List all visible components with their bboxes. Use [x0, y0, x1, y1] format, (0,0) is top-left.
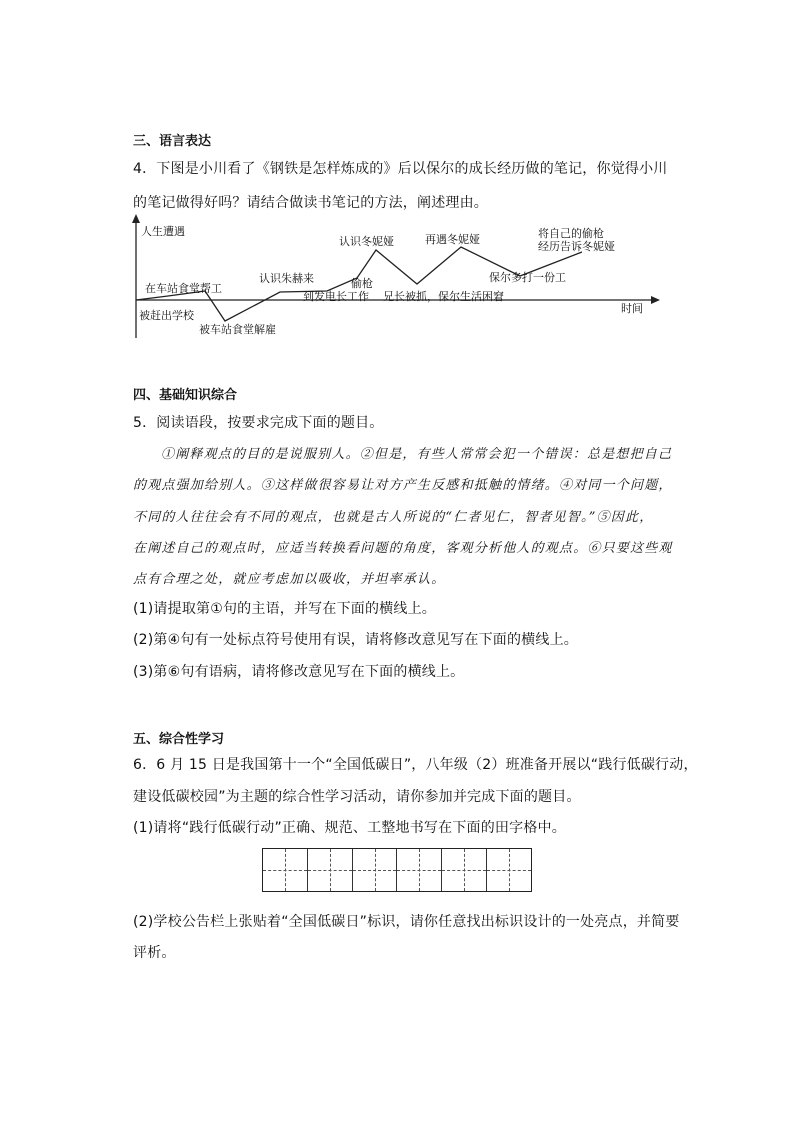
x-axis-label: 时间 [621, 302, 643, 315]
question-5-sub2: (2)第④句有一处标点符号使用有误，请将修改意见写在下面的横线上。 [133, 632, 578, 648]
question-5-sub1: (1)请提取第①句的主语，并写在下面的横线上。 [133, 601, 436, 617]
question-6-text-line2: 建设低碳校园”为主题的综合性学习活动，请你参加并完成下面的题目。 [133, 789, 581, 805]
grid-cell[interactable] [487, 849, 531, 891]
section-5-heading: 五、综合性学习 [133, 732, 225, 747]
grid-cell[interactable] [308, 849, 353, 891]
event-label: 再遇冬妮娅 [425, 233, 480, 246]
question-4-text-line1: 4．下图是小川看了《钢铁是怎样炼成的》后以保尔的成长经历做的笔记，你觉得小川 [133, 161, 668, 177]
question-6-sub2-line2: 评析。 [133, 945, 176, 961]
grid-cell[interactable] [263, 849, 308, 891]
passage-line: ①阐释观点的目的是说服别人。②但是，有些人常常会犯一个错误：总是想把自己 [161, 447, 673, 462]
grid-cell[interactable] [353, 849, 398, 891]
x-axis-arrow [651, 296, 660, 304]
question-6-sub1: (1)请将“践行低碳行动”正确、规范、工整地书写在下面的田字格中。 [133, 820, 566, 836]
y-axis-arrow [132, 214, 140, 223]
question-5-sub3: (3)第⑥句有语病，请将修改意见写在下面的横线上。 [133, 664, 465, 680]
y-axis-label: 人生遭遇 [141, 225, 185, 238]
question-6-sub2-line1: (2)学校公告栏上张贴着“全国低碳日”标识，请你任意找出标识设计的一处亮点，并简要 [133, 914, 680, 930]
event-label: 经历告诉冬妮娅 [538, 240, 615, 253]
passage-line: 不同的人往往会有不同的观点，也就是古人所说的“仁者见仁，智者见智。”⑤因此， [133, 510, 654, 525]
event-label: 保尔多打一份工 [489, 271, 566, 284]
event-label: 认识朱赫来 [259, 272, 314, 285]
section-3-heading: 三、语言表达 [133, 134, 212, 149]
event-label: 在车站食堂帮工 [145, 282, 222, 295]
grid-cell[interactable] [442, 849, 487, 891]
question-4-text-line2: 的笔记做得好吗？请结合做读书笔记的方法，阐述理由。 [133, 195, 488, 211]
event-label: 被车站食堂解雇 [199, 323, 276, 336]
event-label: 偷枪 [351, 277, 373, 290]
tianzige-writing-grid[interactable] [262, 848, 532, 892]
question-5-text: 5．阅读语段，按要求完成下面的题目。 [133, 415, 384, 431]
section-4-heading: 四、基础知识综合 [133, 388, 238, 403]
life-experience-chart [125, 212, 670, 344]
passage-line: 在阐述自己的观点时，应适当转换看问题的角度，客观分析他人的观点。⑥只要这些观 [133, 541, 673, 556]
event-label: 被赶出学校 [139, 309, 194, 322]
event-label: 认识冬妮娅 [339, 235, 394, 248]
event-label: 兄长被抓，保尔生活困窘 [383, 290, 504, 303]
passage-line: 的观点强加给别人。③这样做很容易让对方产生反感和抵触的情绪。④对同一个问题， [133, 478, 673, 493]
event-label: 到发电长工作 [303, 290, 369, 303]
passage-line: 点有合理之处，就应考虑加以吸收，并坦率承认。 [133, 572, 446, 587]
question-6-text-line1: 6．6 月 15 日是我国第十一个“全国低碳日”，八年级（2）班准备开展以“践行低碳行动， [133, 757, 698, 773]
event-label: 将自己的偷枪 [538, 227, 604, 240]
grid-cell[interactable] [397, 849, 442, 891]
